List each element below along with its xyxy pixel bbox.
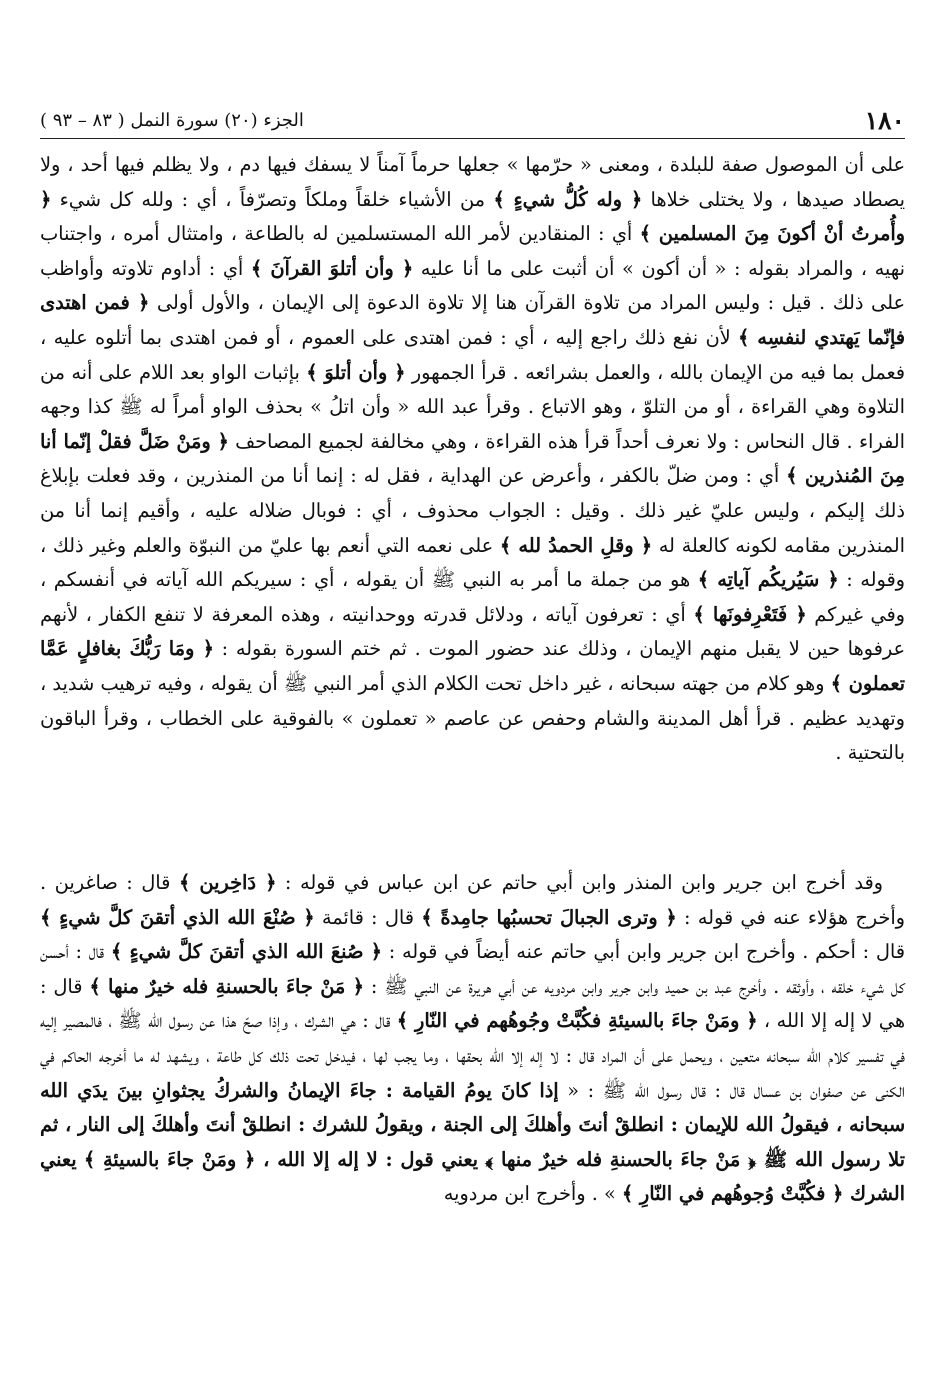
quran-quote: ﴿ وقلِ الحمدُ لله ﴾ bbox=[499, 533, 653, 557]
text-segment: أي : تعرفون آياته ، ودلائل قدرته ووحدانيته ، وهذه المعرفة لا تنفع الكفار ، لأنهم عرفوها حين لا يقبل منهم الإيمان ، وذلك عند حضور الموت . ثم ختم السورة بقوله : bbox=[40, 602, 905, 661]
hadith-quote: يعني الشرك bbox=[40, 1147, 905, 1206]
quran-quote: ﴿ وأن أتلوَ ﴾ bbox=[306, 360, 406, 384]
text-segment: هو من جملة ما أمر به النبي ﷺ أن يقوله ، أي : سيريكم الله آياته في أنفسكم ، وفي غيركم bbox=[40, 568, 905, 626]
text-segment: قال : هي لا إله إلا الله ، bbox=[40, 974, 906, 1033]
text-segment: قال : هي الشرك ، وإذا صحّ هذا عن رسول الله ﷺ ، فالمصير إليه في تفسير كلام الله سبحانه متعين ، ويحمل على أن المراد قال : لا إله إلا الله بحقها ، وما يجب لها ، فيدخل تحت ذلك كل طاعة ، ويشهد له ما أخرجه الحاكم في الكنى عن صفوان بن عسال قال : قال رسول الله ﷺ : « bbox=[40, 1009, 905, 1102]
quran-quote: ﴿ فَتَعْرِفونَها ﴾ bbox=[693, 602, 807, 626]
text-segment: وقد أخرج ابن جرير وابن المنذر وابن أبي حاتم عن ابن عباس في قوله : bbox=[276, 871, 883, 894]
quran-quote: ﴿ ومَنْ ضَلَّ فقلْ إنّما أنا مِنَ المُنذرين ﴾ bbox=[40, 429, 906, 488]
text-segment: أي : المنقادين لأمر الله المستسلمين له بالطاعة ، وامتثال أمره ، واجتناب نهيه ، والمراد بقوله : « أن أكون » أن أثبت على ما أنا عليه bbox=[40, 222, 905, 280]
text-segment: لأن نفع ذلك راجع إليه ، أي : فمن اهتدى على العموم ، أو فمن اهتدى بما أتلوه عليه ، فعمل بما فيه من الإيمان بالله ، والعمل بشرائعه . قرأ الجمهور bbox=[40, 325, 906, 384]
text-segment: قال : أحكم . وأخرج ابن جرير وابن أبي حاتم عنه أيضاً في قوله : bbox=[381, 940, 906, 964]
text-segment: وهو كلام من جهته سبحانه ، غير داخل تحت الكلام الذي أمر النبي ﷺ أن يقوله ، وفيه ترهيب شديد ، وتهديد عظيم . قرأ أهل المدينة والشام وحفص عن عاصم « تعملون » بالفوقية على الخطاب ، وقرأ الباقون بالتحتية . bbox=[40, 671, 905, 765]
text-segment bbox=[77, 1148, 84, 1171]
quran-quote: ﴿ صُنْعَ الله الذي أتقنَ كلَّ شيءٍ ﴾ bbox=[40, 905, 315, 929]
quran-quote: ﴿ ومَنْ جاءَ بالسيئةِ ﴾ bbox=[83, 1147, 256, 1171]
hadith-quote: يعني قول : لا إله إلا الله ، bbox=[255, 1147, 478, 1171]
hadith-quote: إذا كانَ يومُ القيامة : جاءَ الإيمانُ والشركُ يجثوانِ بينَ يدَي الله سبحانه ، فيقولُ الله للإيمان : انطلقْ أنتَ وأهلكَ إلى الجنة ، ويقولُ للشرك : انطلقْ أنتَ وأهلكَ إلى النار ، ثم تلا رسول الله ﷺ bbox=[40, 1078, 905, 1171]
narrations-paragraph bbox=[40, 866, 905, 1212]
quran-quote: ﴿ صُنعَ الله الذي أتقنَ كلَّ شيءٍ ﴾ bbox=[110, 940, 382, 964]
text-segment: على نعمه التي أنعم بها عليّ من النبوّة والعلم وغير ذلك ، وقوله : bbox=[40, 533, 905, 592]
quran-quote: ﴿ وله كُلُّ شيءٍ ﴾ bbox=[493, 187, 643, 211]
page-number: ١٨٠ bbox=[864, 105, 905, 135]
text-segment: قال : صاغرين . وأخرج هؤلاء عنه في قوله : bbox=[40, 871, 905, 929]
quran-quote: ﴿ دَاخِرين ﴾ bbox=[178, 871, 277, 894]
text-segment: قال : قائمة bbox=[314, 905, 422, 929]
quran-quote: ﴿ فكُبَّتْ وُجوهُهم في النّارِ ﴾ bbox=[621, 1182, 844, 1206]
running-title: الجزء (٢٠) سورة النمل ( ٨٣ – ٩٣ ) bbox=[40, 109, 304, 131]
quran-quote: ﴿ مَنْ جاءَ بالحسنةِ فله خيرٌ منها ﴾ bbox=[485, 1147, 757, 1171]
quran-quote: ﴿ وأن أتلوَ القرآنَ ﴾ bbox=[250, 256, 414, 280]
text-segment: بإثبات الواو بعد اللام على أنه من التلاوة وهي القراءة ، أو من التلوّ ، وهو الاتباع . وقرأ عبد الله « وأن اتلُ » بحذف الواو أمراً له ﷺ كذا وجهه الفراء . قال النحاس : ولا نعرف أحداً قرأ هذه القراءة ، وهي مخالفة لجميع المصاحف bbox=[40, 360, 905, 453]
text-segment: أي : ومن ضلّ بالكفر ، وأعرض عن الهداية ، فقل له : إنما أنا من المنذرين ، وقد فعلت بإبلاغ ذلك إليكم ، وليس عليّ غير ذلك . وقيل : الجواب محذوف ، أي : فوبال ضلاله عليه ، وأقيم إنما أنا من المنذرين مقامه لكونه كالعلة له bbox=[40, 464, 905, 557]
commentary-paragraph bbox=[40, 148, 905, 771]
text-segment: قال : أحسن كل شيء خلقه ، وأوثقه . وأخرج عبد بن حميد وابن جرير وابن مردويه عن أبي هريرة عن النبي ﷺ : bbox=[40, 940, 905, 998]
quran-quote: ﴿ ومَا رَبُّكَ بغافلٍ عَمَّا تعملون ﴾ bbox=[40, 637, 905, 695]
page-header bbox=[40, 102, 905, 139]
text-segment: من الأشياء خلقاً وملكاً وتصرّفاً ، أي : ولله كل شيء bbox=[51, 187, 494, 211]
quran-quote: ﴿ مَنْ جاءَ بالحسنةِ فله خيرٌ منها ﴾ bbox=[89, 974, 364, 998]
quran-quote: ﴿ وترى الجبالَ تحسبُها جامِدةً ﴾ bbox=[421, 905, 677, 929]
quran-quote: ﴿ وأُمرتُ أنْ أكونَ مِنَ المسلمين ﴾ bbox=[40, 187, 905, 246]
quran-quote: ﴿ سَيُريكُم آياتِه ﴾ bbox=[697, 568, 839, 592]
text-segment: على أن الموصول صفة للبلدة ، ومعنى « حرّمها » جعلها حرماً آمناً لا يسفك فيها دم ، ولا يظلم فيها أحد ، ولا يصطاد صيدها ، ولا يختلى خلاها bbox=[40, 153, 905, 211]
quran-quote: ﴿ فمن اهتدى فإنّما يَهتدي لنفسِه ﴾ bbox=[40, 291, 905, 349]
text-segment: » . وأخرج ابن مردويه bbox=[443, 1182, 622, 1206]
quran-quote: ﴿ ومَنْ جاءَ بالسيئةِ فكُبَّتْ وجُوهُهم في النّارِ ﴾ bbox=[396, 1009, 758, 1033]
text-segment: أي : أداوم تلاوته وأواظب على ذلك . قيل : وليس المراد من تلاوة القرآن هنا إلا تلاوة الدعوة إلى الإيمان ، والأول أولى bbox=[40, 256, 905, 315]
